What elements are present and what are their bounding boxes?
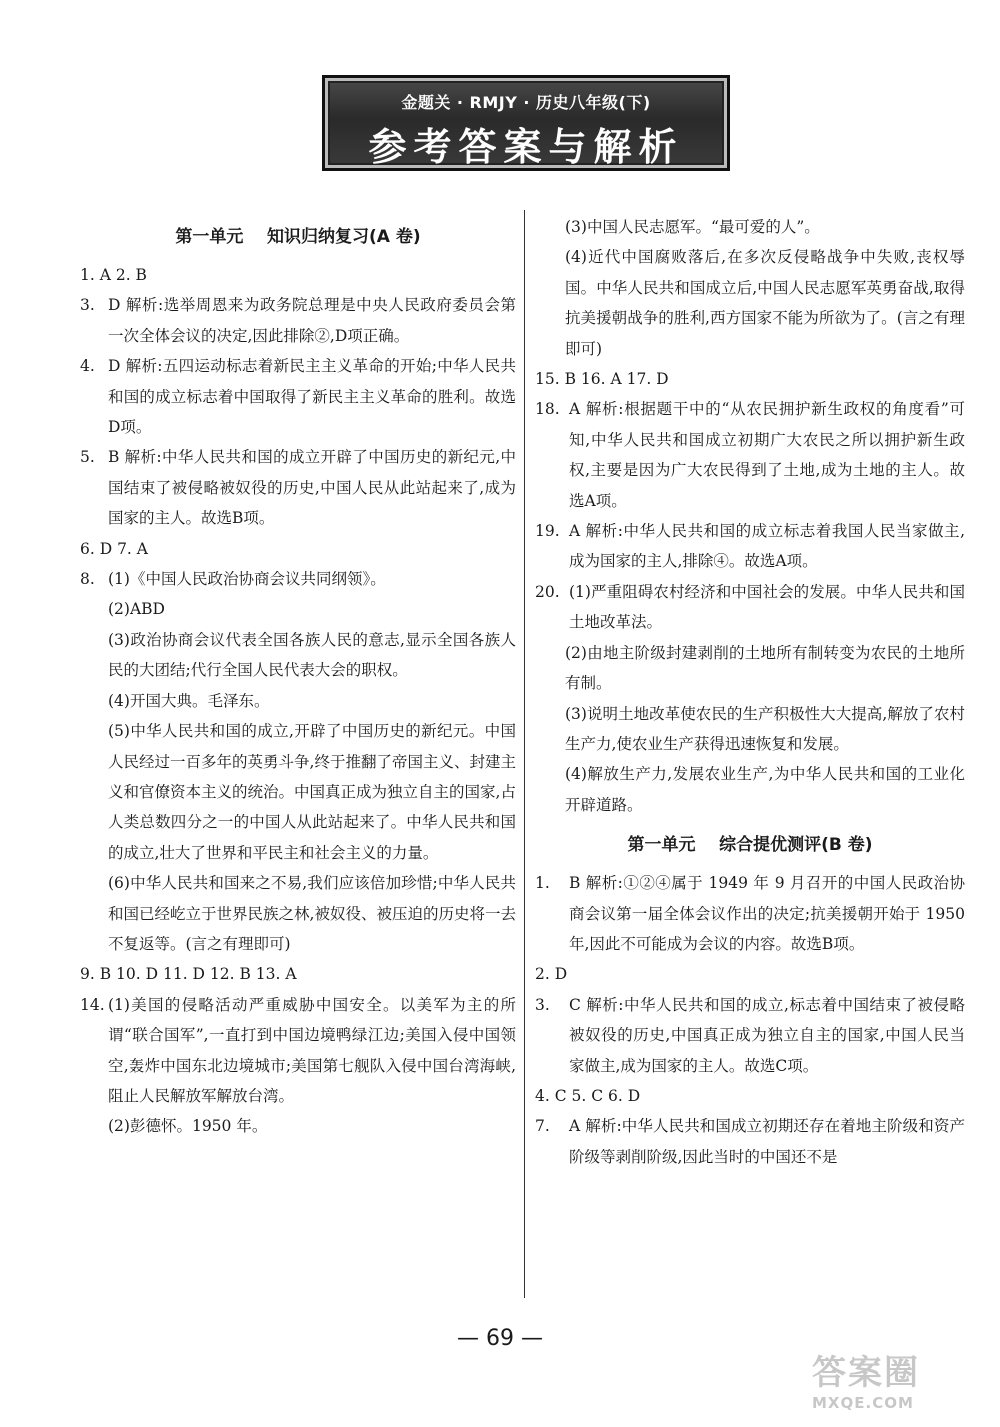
answer-text: 6. D 7. A [80,539,148,558]
answer-subpart: (3)政治协商会议代表全国各族人民的意志,显示全国各族人民的大团结;代行全国人民代表大会的职权。 [108,630,516,680]
answer-item [535,577,965,638]
answer-item [80,351,516,442]
answer-item [80,564,516,594]
left-column [80,212,516,1142]
answer-text: D 解析:五四运动标志着新民主主义革命的开始;中华人民共和国的成立标志着中国取得了新民主主义革命的胜利。故选D项。 [108,357,516,437]
page-number: — 69 — [457,1326,543,1351]
answer-subpart: (4)解放生产力,发展农业生产,为中华人民共和国的工业化开辟道路。 [565,765,965,814]
answer-item [80,534,516,564]
answer-text: 15. B 16. A 17. D [535,370,669,389]
answer-subpart: (4)近代中国腐败落后,在多次反侵略战争中失败,丧权辱国。中华人民共和国成立后,中国人民志愿军英勇奋战,取得抗美援朝战争的胜利,西方国家不能为所欲为了。(言之有理即可) [565,248,965,358]
answer-text: 2. D [535,965,568,984]
answer-text: 1. A 2. B [80,266,147,284]
answer-text: 4. C 5. C 6. D [535,1086,641,1105]
banner-subtitle: 金题关 · RMJY · 历史八年级(下) [401,93,651,112]
answer-subpart: (2)ABD [108,600,165,619]
item-number: 19. [535,522,560,541]
item-number: 14. [80,995,105,1014]
answer-text: D 解析:选举周恩来为政务院总理是中央人民政府委员会第一次全体会议的决定,因此排除②,D项正确。 [108,296,516,345]
column-divider [524,210,525,1298]
answer-item [80,959,516,989]
section-heading-a: 第一单元 知识归纳复习(A 卷) [175,227,421,247]
answer-item [80,260,516,290]
answer-item [535,1081,965,1111]
right-column [535,212,965,1172]
answer-item [535,394,965,516]
item-number: 3. [80,296,95,315]
answer-text: 9. B 10. D 11. D 12. B 13. A [80,965,297,984]
banner-title: 参考答案与解析 [368,125,684,169]
answer-subpart: (6)中华人民共和国来之不易,我们应该倍加珍惜;中华人民共和国已经屹立于世界民族之林,被奴役、被压迫的历史将一去不复返等。(言之有理即可) [108,874,516,953]
answer-text: (1)美国的侵略活动严重威胁中国安全。以美军为主的所谓“联合国军”,一直打到中国边境鸭绿江边;美国入侵中国领空,轰炸中国东北边境城市;美国第七舰队入侵中国台湾海峡,阻止人民解放军解放台湾。 [108,995,516,1105]
answer-item [535,959,965,989]
answer-item [535,364,965,394]
item-number: 5. [80,448,95,467]
answer-subpart: (5)中华人民共和国的成立,开辟了中国历史的新纪元。中国人民经过一百多年的英勇斗争,终于推翻了帝国主义、封建主义和官僚资本主义的统治。中国真正成为独立自主的国家,占人类总数四分之一的中国人从此站起来了。中华人民共和国的成立,壮大了世界和平民主和社会主义的力量。 [108,722,516,862]
answer-subpart: (3)中国人民志愿军。“最可爱的人”。 [565,218,820,236]
answer-text: B 解析:中华人民共和国的成立开辟了中国历史的新纪元,中国结束了被侵略被奴役的历史,中国人民从此站起来了,成为国家的主人。故选B项。 [108,448,516,528]
answer-subpart: (2)彭德怀。1950 年。 [108,1117,268,1136]
item-number: 8. [80,570,95,589]
item-number: 20. [535,582,560,601]
answer-subpart: (4)开国大典。毛泽东。 [108,691,270,710]
answer-item [535,516,965,577]
answer-text: B 解析:①②④属于 1949 年 9 月召开的中国人民政治协商会议第一届全体会议作出的决定;抗美援朝开始于 1950 年,因此不可能成为会议的内容。故选B项。 [569,874,965,953]
answer-subpart: (2)由地主阶级封建剥削的土地所有制转变为农民的土地所有制。 [565,643,965,693]
answer-item [535,868,965,959]
item-number: 4. [80,357,95,376]
section-heading-b: 第一单元 综合提优测评(B 卷) [627,835,873,856]
answer-text: A 解析:根据题干中的“从农民拥护新生政权的角度看”可知,中华人民共和国成立初期广大农民之所以拥护新生政权,主要是因为广大农民得到了土地,成为土地的主人。故选A项。 [569,400,965,510]
watermark-url: MXQE.COM [812,1394,914,1412]
item-number: 18. [535,400,560,419]
item-number: 7. [535,1117,550,1136]
answer-text: C 解析:中华人民共和国的成立,标志着中国结束了被侵略被奴役的历史,中国真正成为独立自主的国家,中国人民当家做主,成为国家的主人。故选C项。 [569,995,965,1075]
title-banner [322,75,730,171]
answer-item [535,1111,965,1172]
watermark-logo [812,1345,972,1415]
answer-item [80,290,516,351]
answer-text: A 解析:中华人民共和国成立初期还存在着地主阶级和资产阶级等剥削阶级,因此当时的中国还不是 [569,1117,965,1166]
answer-text: (1)《中国人民政治协商会议共同纲领》。 [108,570,386,589]
answer-item [80,442,516,533]
answer-text: (1)严重阻碍农村经济和中国社会的发展。中华人民共和国土地改革法。 [569,582,965,632]
item-number: 3. [535,995,550,1014]
answer-item [80,990,516,1112]
answer-item [535,990,965,1081]
answer-text: A 解析:中华人民共和国的成立标志着我国人民当家做主,成为国家的主人,排除④。故选A项。 [569,522,965,571]
watermark-text: 答案圈 [812,1353,920,1393]
item-number: 1. [535,874,550,893]
answer-subpart: (3)说明土地改革使农民的生产积极性大大提高,解放了农村生产力,使农业生产获得迅速恢复和发展。 [565,704,965,753]
